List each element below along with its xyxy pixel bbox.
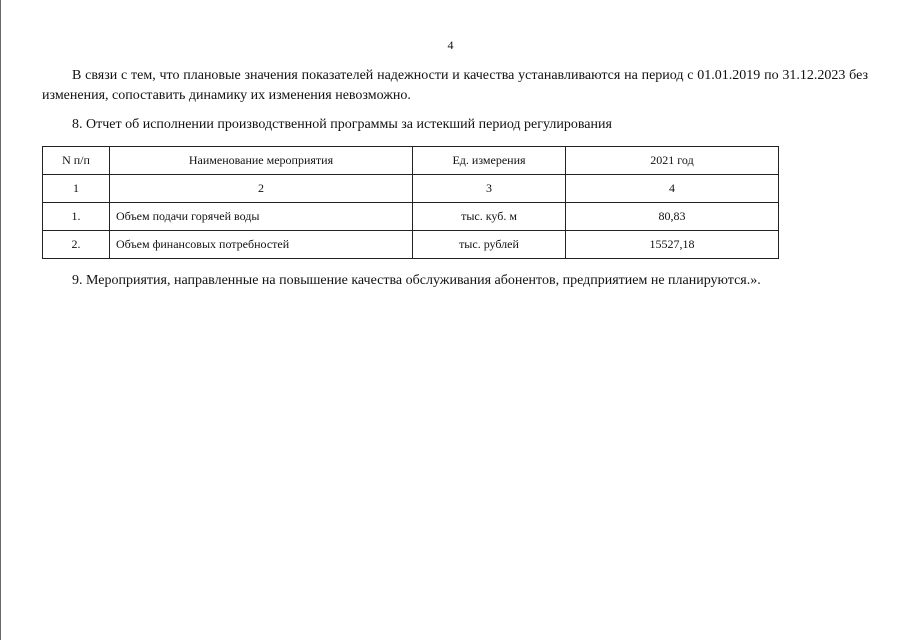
row-unit: тыс. рублей xyxy=(413,231,566,259)
page-number: 4 xyxy=(447,38,454,52)
section-9-paragraph: 9. Мероприятия, направленные на повышение качества обслуживания абонентов, предприятием не планируются.». xyxy=(72,273,761,288)
row-unit: тыс. куб. м xyxy=(413,203,566,231)
table-column-numbers-row xyxy=(43,175,779,203)
header-activity-name: Наименование мероприятия xyxy=(110,147,413,175)
table-header-row xyxy=(43,147,779,175)
row-number: 1. xyxy=(43,203,110,231)
column-number-1: 1 xyxy=(43,175,110,203)
table-row xyxy=(43,231,779,259)
column-number-2: 2 xyxy=(110,175,413,203)
section-8-heading: 8. Отчет об исполнении производственной программы за истекший период регулирования xyxy=(72,117,612,132)
page-left-edge xyxy=(0,0,1,640)
header-unit: Ед. измерения xyxy=(413,147,566,175)
row-activity-name: Объем подачи горячей воды xyxy=(110,203,413,231)
table-row xyxy=(43,203,779,231)
row-value: 80,83 xyxy=(566,203,779,231)
column-number-4: 4 xyxy=(566,175,779,203)
row-number: 2. xyxy=(43,231,110,259)
column-number-3: 3 xyxy=(413,175,566,203)
production-program-report-table xyxy=(42,146,779,259)
row-value: 15527,18 xyxy=(566,231,779,259)
header-year: 2021 год xyxy=(566,147,779,175)
header-number: N п/п xyxy=(43,147,110,175)
row-activity-name: Объем финансовых потребностей xyxy=(110,231,413,259)
reliability-paragraph: В связи с тем, что плановые значения показателей надежности и качества устанавливаются на период с 01.01.2019 по 31.12.2023 без изменения, сопоставить динамику их изменения невозможно. xyxy=(42,68,868,103)
